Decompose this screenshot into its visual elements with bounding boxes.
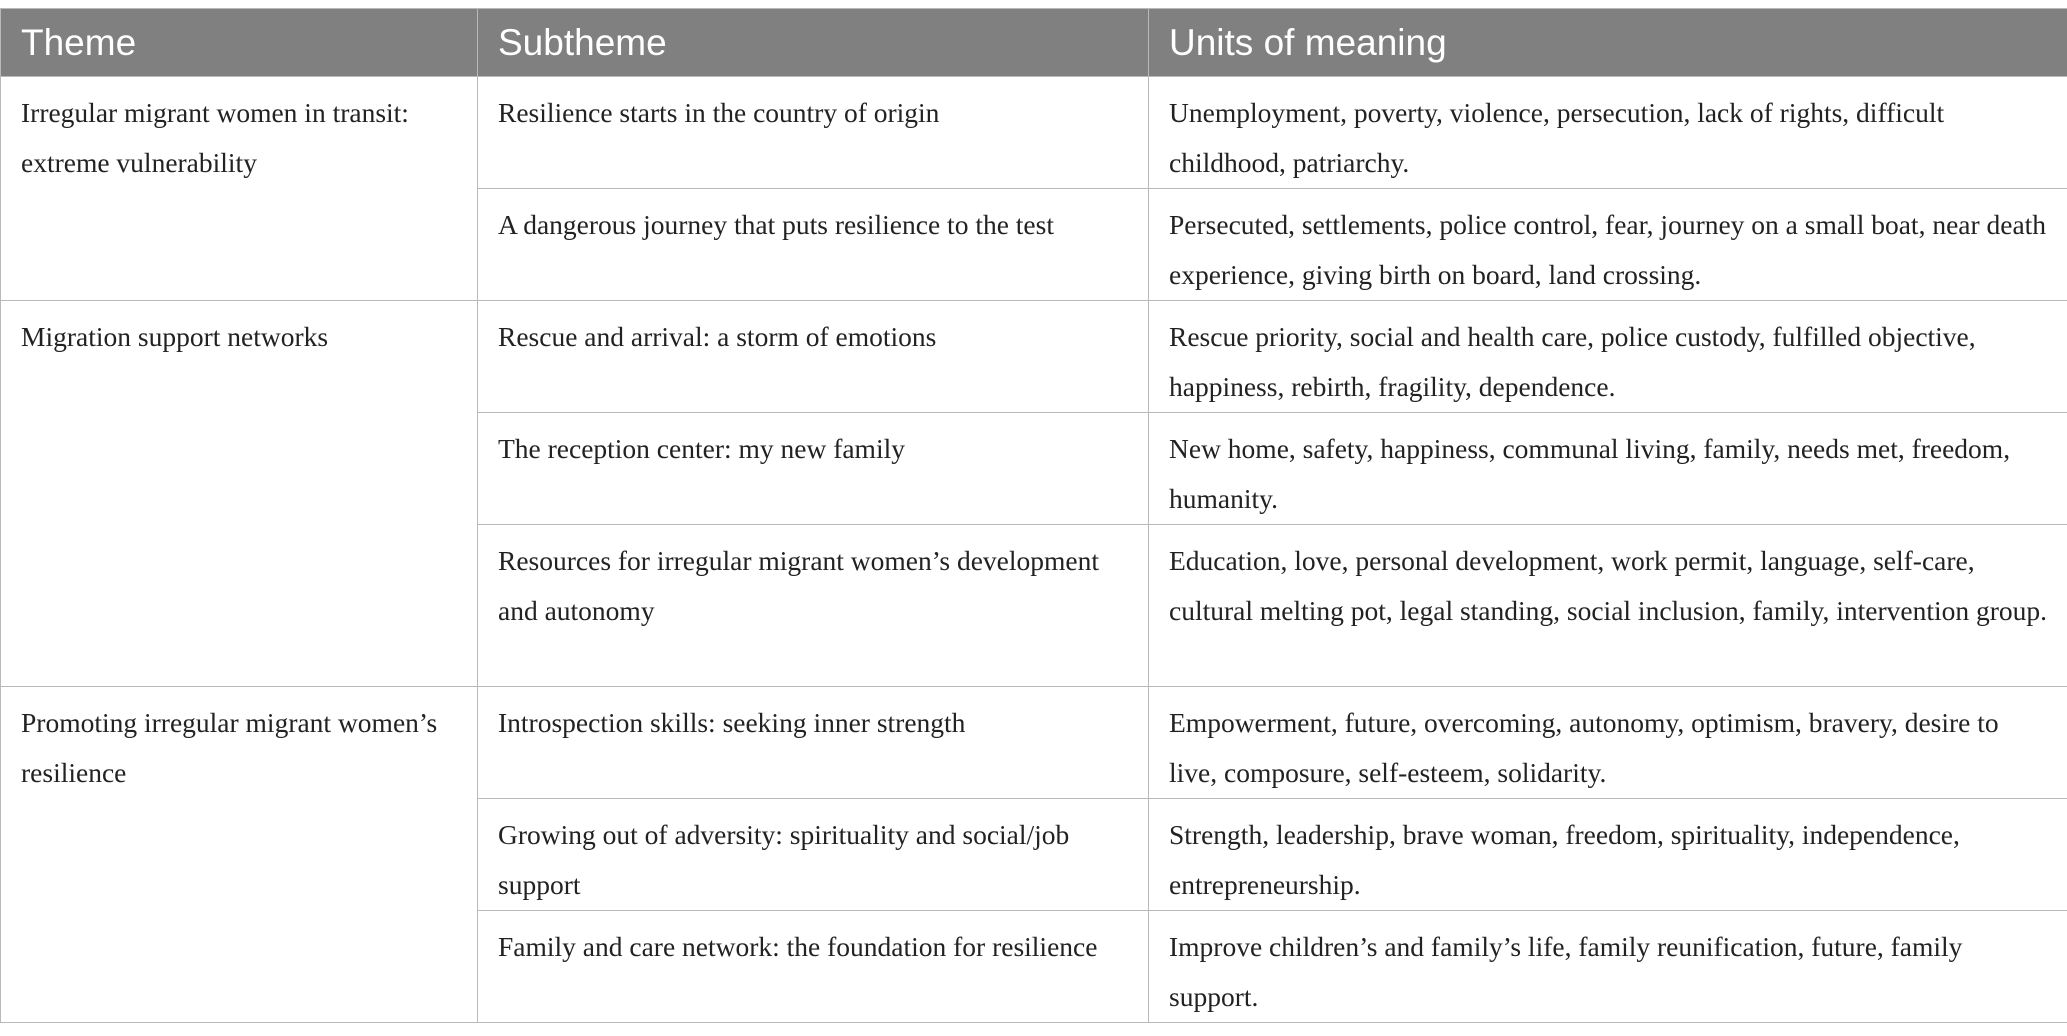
- subtheme-cell: Resilience starts in the country of origin: [478, 77, 1149, 189]
- units-cell: Strength, leadership, brave woman, freedom, spirituality, independence, entrepreneurship.: [1149, 799, 2067, 911]
- units-cell: Unemployment, poverty, violence, persecution, lack of rights, difficult childhood, patriarchy.: [1149, 77, 2067, 189]
- table-row: [1, 77, 2067, 189]
- table-body: [1, 77, 2067, 1023]
- units-cell: Rescue priority, social and health care, police custody, fulfilled objective, happiness, rebirth, fragility, dependence.: [1149, 301, 2067, 413]
- units-cell: Improve children’s and family’s life, family reunification, future, family support.: [1149, 911, 2067, 1023]
- subtheme-cell: Rescue and arrival: a storm of emotions: [478, 301, 1149, 413]
- units-cell: Empowerment, future, overcoming, autonomy, optimism, bravery, desire to live, composure, self-esteem, solidarity.: [1149, 687, 2067, 799]
- subtheme-cell: Family and care network: the foundation for resilience: [478, 911, 1149, 1023]
- subtheme-cell: Resources for irregular migrant women’s development and autonomy: [478, 525, 1149, 687]
- subtheme-cell: A dangerous journey that puts resilience to the test: [478, 189, 1149, 301]
- theme-cell: Migration support networks: [1, 301, 478, 687]
- column-header-theme: Theme: [1, 9, 478, 77]
- theme-cell: Irregular migrant women in transit: extreme vulnerability: [1, 77, 478, 301]
- units-cell: Education, love, personal development, work permit, language, self-care, cultural melting pot, legal standing, social inclusion, family, intervention group.: [1149, 525, 2067, 687]
- theme-cell: Promoting irregular migrant women’s resilience: [1, 687, 478, 1023]
- units-cell: New home, safety, happiness, communal living, family, needs met, freedom, humanity.: [1149, 413, 2067, 525]
- subtheme-cell: Introspection skills: seeking inner strength: [478, 687, 1149, 799]
- table-row: [1, 687, 2067, 799]
- units-cell: Persecuted, settlements, police control, fear, journey on a small boat, near death experience, giving birth on board, land crossing.: [1149, 189, 2067, 301]
- table-row: [1, 301, 2067, 413]
- column-header-units: Units of meaning: [1149, 9, 2067, 77]
- header-row: [1, 9, 2067, 77]
- table-header: [1, 9, 2067, 77]
- subtheme-cell: The reception center: my new family: [478, 413, 1149, 525]
- themes-table: [0, 8, 2067, 1023]
- column-header-subtheme: Subtheme: [478, 9, 1149, 77]
- subtheme-cell: Growing out of adversity: spirituality and social/job support: [478, 799, 1149, 911]
